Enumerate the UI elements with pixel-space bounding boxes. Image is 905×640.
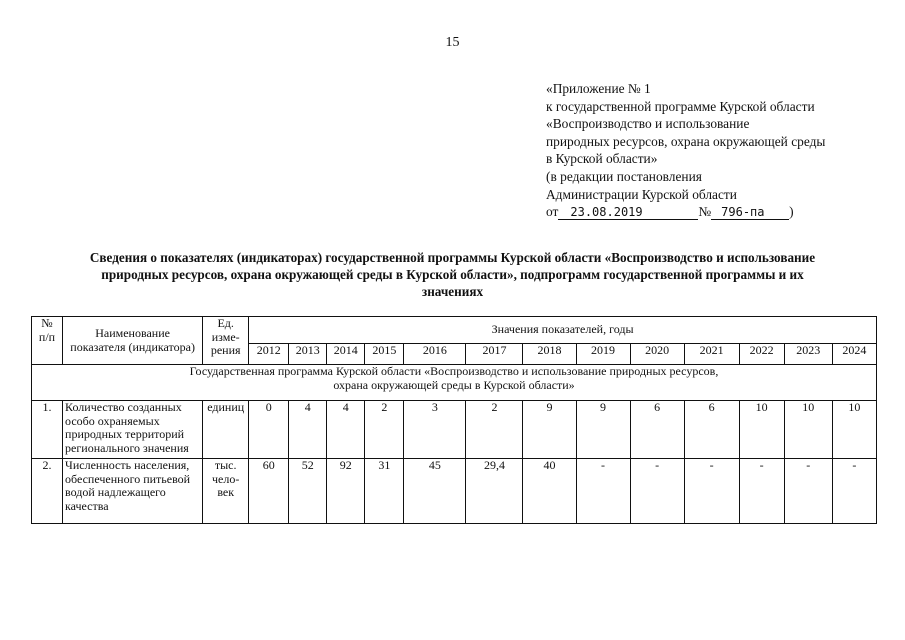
table-row xyxy=(32,401,877,459)
value-cell: 9 xyxy=(523,401,576,459)
year-header: 2013 xyxy=(289,344,327,365)
row-name xyxy=(63,401,203,459)
year-header: 2021 xyxy=(684,344,739,365)
header-num-cell xyxy=(32,317,63,365)
header-unit-text: Ед. xyxy=(217,316,234,330)
page-number: 15 xyxy=(445,35,460,50)
row-name-line: Количество созданных xyxy=(65,400,182,414)
row-unit-line: чело- xyxy=(212,471,240,486)
title-line: значениях xyxy=(421,284,484,299)
row-name-line: природных территорий xyxy=(65,427,185,441)
appendix-line: в Курской области» xyxy=(546,151,658,167)
header-values-title: Значения показателей, годы xyxy=(249,317,877,344)
value-cell: - xyxy=(630,459,684,524)
value-cell: 29,4 xyxy=(466,459,523,524)
value-cell: - xyxy=(576,459,630,524)
header-name-text: показателя (индикатора) xyxy=(70,339,195,354)
header-unit-cell xyxy=(203,317,249,365)
value-cell: 4 xyxy=(327,401,365,459)
value-cell: 6 xyxy=(684,401,739,459)
table-row xyxy=(32,459,877,524)
table-header-row xyxy=(32,317,877,344)
appendix-line: к государственной программе Курской области xyxy=(546,98,815,114)
from-label: от xyxy=(546,204,559,220)
value-cell: 92 xyxy=(327,459,365,524)
year-header: 2020 xyxy=(630,344,684,365)
header-name-cell xyxy=(63,317,203,365)
value-cell: 45 xyxy=(404,459,466,524)
header-unit-text: рения xyxy=(210,343,241,357)
value-cell: 6 xyxy=(630,401,684,459)
section-title-cell xyxy=(32,365,877,401)
value-cell: 10 xyxy=(832,401,876,459)
appendix-block xyxy=(546,80,825,221)
year-header: 2017 xyxy=(466,344,523,365)
year-header: 2024 xyxy=(832,344,876,365)
indicators-table xyxy=(31,316,877,524)
appendix-line: Администрации Курской области xyxy=(546,186,737,202)
value-cell: 9 xyxy=(576,401,630,459)
header-num-text: п/п xyxy=(38,329,56,344)
row-unit-line: век xyxy=(217,485,235,499)
header-unit-text: изме- xyxy=(211,329,240,344)
document-title xyxy=(30,249,875,300)
row-name-line: особо охраняемых xyxy=(65,413,160,428)
section-title-line: Государственная программа Курской области «Воспроизводство и использование природных ресурсов, xyxy=(189,364,719,378)
header-name-text: Наименование xyxy=(95,326,170,340)
appendix-line: (в редакции постановления xyxy=(546,168,702,184)
row-name-line: качества xyxy=(65,498,109,513)
value-cell: - xyxy=(684,459,739,524)
row-name-line: обеспеченного питьевой xyxy=(65,471,191,486)
value-cell: - xyxy=(784,459,832,524)
row-unit xyxy=(203,459,249,524)
value-cell: 4 xyxy=(289,401,327,459)
value-cell: 31 xyxy=(365,459,404,524)
value-cell: 60 xyxy=(249,459,289,524)
appendix-line: природных ресурсов, охрана окружающей среды xyxy=(546,133,826,149)
appendix-line: «Приложение № 1 xyxy=(546,81,651,96)
row-num: 2. xyxy=(32,459,63,524)
value-cell: 52 xyxy=(289,459,327,524)
row-name-line: Численность населения, xyxy=(65,458,190,472)
value-cell: - xyxy=(832,459,876,524)
year-header: 2023 xyxy=(784,344,832,365)
resolution-date: 23.08.2019 xyxy=(558,206,698,220)
title-line: Сведения о показателях (индикаторах) государственной программы Курской области «Воспроизводство и использование xyxy=(89,250,816,265)
value-cell: 2 xyxy=(365,401,404,459)
value-cell: 3 xyxy=(404,401,466,459)
value-cell: - xyxy=(739,459,784,524)
row-name-line: регионального значения xyxy=(65,440,189,455)
appendix-line: «Воспроизводство и использование xyxy=(546,116,750,132)
row-unit-line: тыс. xyxy=(214,458,237,472)
year-header: 2018 xyxy=(523,344,576,365)
row-name xyxy=(63,459,203,524)
value-cell: 2 xyxy=(466,401,523,459)
appendix-date-line xyxy=(546,203,825,221)
row-num: 1. xyxy=(32,401,63,459)
title-line: природных ресурсов, охрана окружающей среды в Курской области», подпрограмм государственной программы и их xyxy=(101,267,804,282)
year-header: 2012 xyxy=(249,344,289,365)
header-num-text: № xyxy=(41,316,53,330)
value-cell: 0 xyxy=(249,401,289,459)
year-header: 2019 xyxy=(576,344,630,365)
row-unit-line: единиц xyxy=(207,400,245,414)
value-cell: 10 xyxy=(739,401,784,459)
value-cell: 40 xyxy=(523,459,576,524)
row-unit xyxy=(203,401,249,459)
close-paren: ) xyxy=(789,204,794,220)
section-title-line: охрана окружающей среды в Курской области» xyxy=(333,377,575,392)
year-header: 2016 xyxy=(404,344,466,365)
year-header: 2015 xyxy=(365,344,404,365)
section-row xyxy=(32,365,877,401)
value-cell: 10 xyxy=(784,401,832,459)
number-label: № xyxy=(698,204,712,220)
row-name-line: водой надлежащего xyxy=(65,485,166,499)
year-header: 2014 xyxy=(327,344,365,365)
resolution-number: 796-па xyxy=(711,206,789,220)
year-header: 2022 xyxy=(739,344,784,365)
